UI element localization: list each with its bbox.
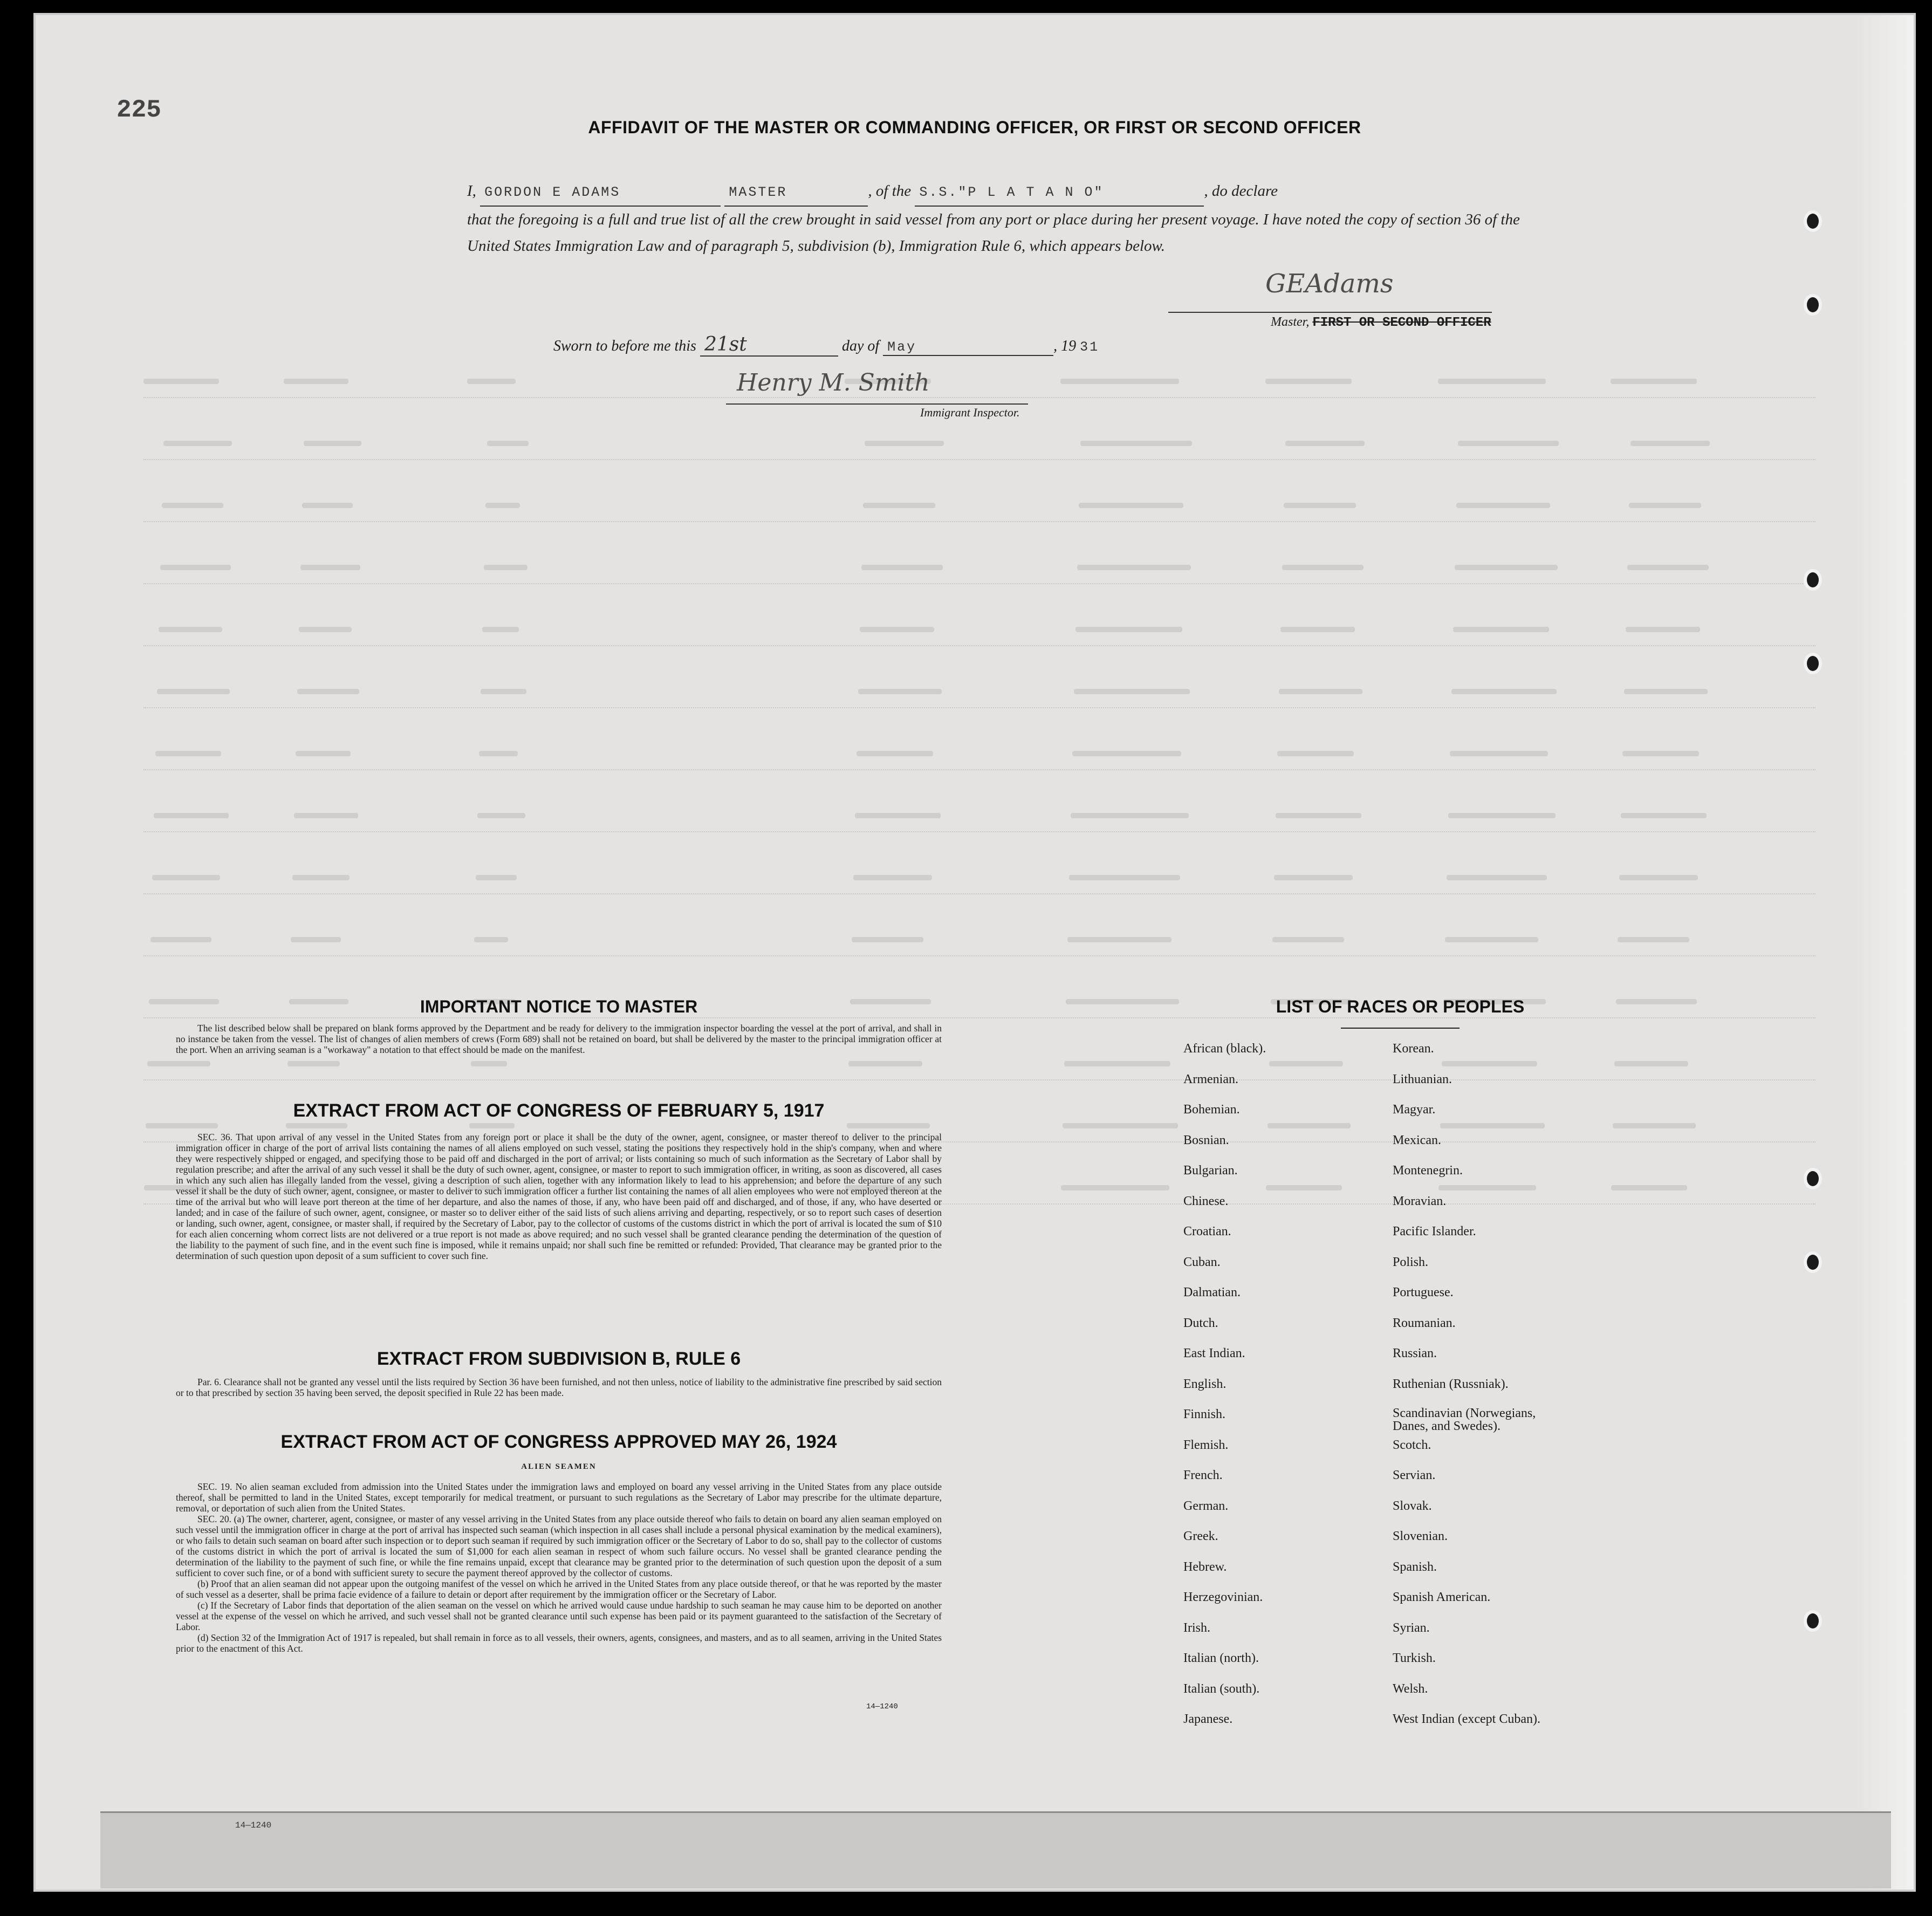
bleed-through-mark	[865, 441, 944, 446]
sworn-line	[553, 333, 1099, 357]
bleed-through-mark	[1630, 441, 1710, 446]
races-title: LIST OF RACES OR PEOPLES	[1276, 997, 1525, 1016]
bleed-through-mark	[157, 689, 230, 694]
bleed-through-mark	[863, 503, 935, 508]
extract-1917-text	[176, 1132, 942, 1261]
race-entry: Dalmatian.	[1183, 1285, 1241, 1299]
bleed-through-mark	[159, 627, 222, 632]
race-entry: Bulgarian.	[1183, 1164, 1238, 1178]
race-entry: Korean.	[1393, 1042, 1434, 1056]
race-entry: Moravian.	[1393, 1194, 1447, 1208]
race-entry: Herzegovinian.	[1183, 1590, 1263, 1604]
bleed-through-mark	[1627, 565, 1709, 570]
race-entry: Armenian.	[1183, 1072, 1238, 1086]
bleed-through-mark	[855, 813, 941, 818]
bleed-through-mark	[474, 937, 508, 942]
extract-1924-sec20b: (b) Proof that an alien seaman did not appear upon the outgoing manifest of the vessel on which he arrived in the United States from any place outside thereof, or that he was reported by the master of such vessel as a deserter, shall be prima facie evidence of a failure to detain or deport after requirement by the immigration officer or the Secretary of Labor.	[176, 1578, 942, 1600]
race-entry: Scandinavian (Norwegians, Danes, and Swedes).	[1393, 1406, 1536, 1433]
punch-hole	[1804, 569, 1822, 591]
bleed-through-mark	[1438, 379, 1546, 384]
race-entry: Japanese.	[1183, 1712, 1233, 1726]
declaration-do-declare: , do declare	[1204, 182, 1278, 200]
punch-hole	[1804, 210, 1822, 232]
sworn-year: 31	[1080, 339, 1100, 355]
bleed-through-mark	[284, 379, 348, 384]
bleed-through-mark	[479, 751, 518, 756]
bleed-through-mark	[1450, 751, 1548, 756]
race-entry: Flemish.	[1183, 1438, 1229, 1452]
bleed-through-mark	[1447, 875, 1547, 880]
bleed-through-mark	[476, 875, 517, 880]
bleed-through-mark	[152, 875, 220, 880]
bleed-through-mark	[469, 1123, 515, 1128]
bleed-through-row	[143, 862, 1815, 894]
bleed-through-row	[143, 800, 1815, 832]
bleed-through-mark	[150, 937, 211, 942]
bleed-through-mark	[1060, 379, 1179, 384]
bleed-through-mark	[1448, 813, 1556, 818]
bleed-through-mark	[1265, 379, 1352, 384]
inspector-signature-block	[726, 371, 1028, 420]
bleed-through-row	[143, 676, 1815, 708]
bleed-through-mark	[482, 627, 519, 632]
notice-title: IMPORTANT NOTICE TO MASTER	[420, 997, 698, 1016]
bleed-through-mark	[477, 813, 525, 818]
declaration	[467, 178, 1524, 259]
inspector-caption: Immigrant Inspector.	[920, 406, 1020, 419]
extract-1924-text	[176, 1481, 942, 1654]
bleed-through-mark	[1616, 999, 1697, 1004]
race-entry: Greek.	[1183, 1529, 1218, 1543]
race-entry: Finnish.	[1183, 1407, 1226, 1421]
bleed-through-mark	[1063, 1123, 1178, 1128]
master-signature: GEAdams	[1265, 269, 1394, 299]
sworn-year-prefix: , 19	[1053, 338, 1077, 354]
master-signature-block	[1168, 269, 1492, 330]
form-number: 14—1240	[866, 1702, 898, 1711]
bleed-through-mark	[286, 1123, 347, 1128]
extract-1924-sec20c: (c) If the Secretary of Labor finds that deportation of the alien seaman on the vessel on which he arrived would cause undue hardship to such seaman he may cause him to be deported on another vessel at the expense of the vessel on which he arrived, and such vessel shall not be granted clearance until such expense has been paid or its payment guaranteed to the satisfaction of the Secretary of Labor.	[176, 1600, 942, 1632]
bleed-through-mark	[471, 1061, 507, 1066]
bleed-through-mark	[1061, 1185, 1169, 1190]
race-entry: Syrian.	[1393, 1620, 1430, 1635]
bleed-through-mark	[1071, 813, 1189, 818]
bleed-through-mark	[300, 565, 360, 570]
inspector-signature: Henry M. Smith	[737, 369, 930, 396]
bleed-through-mark	[1280, 627, 1355, 632]
extract-1924-sec19: SEC. 19. No alien seaman excluded from admission into the United States under the immigration laws and employed on board any vessel arriving in the United States from any place outside thereof, shall be permitted to land in the United States, except temporarily for medical treatment, or pursuant to such regulations as the Secretary of Labor may prescribe for the ultimate departure, removal, or deportation of such alien from the United States.	[176, 1481, 942, 1514]
bleed-through-mark	[1282, 565, 1364, 570]
sworn-day: 21st	[700, 333, 838, 357]
race-entry: Bohemian.	[1183, 1103, 1240, 1117]
bleed-through-mark	[1285, 441, 1365, 446]
bleed-through-mark	[852, 937, 923, 942]
bleed-through-mark	[857, 751, 933, 756]
document-page	[33, 13, 1916, 1892]
bleed-through-mark	[858, 689, 942, 694]
bleed-through-mark	[1069, 875, 1180, 880]
race-entry: Roumanian.	[1393, 1316, 1456, 1330]
bleed-through-mark	[160, 565, 231, 570]
bleed-through-mark	[1453, 627, 1549, 632]
bleed-through-mark	[847, 1123, 930, 1128]
bleed-through-row	[143, 924, 1815, 956]
race-entry: Cuban.	[1183, 1255, 1221, 1269]
declaration-body: that the foregoing is a full and true list of all the crew brought in said vessel from any port or place during her present voyage. I have noted the copy of section 36 of the United States Immigration Law and of paragraph 5, subdivision (b), Immigration Rule 6, which appears below.	[467, 211, 1520, 255]
extract-rule6-paragraph: Par. 6. Clearance shall not be granted any vessel until the lists required by Section 36 have been furnished, and not then unless, notice of liability to the administrative fine prescribed by said section or to that prescribed by section 35 having been served, the deposit specified in Rule 22 has been made.	[176, 1377, 942, 1398]
bleed-through-mark	[1624, 689, 1708, 694]
extract-rule6-title: EXTRACT FROM SUBDIVISION B, RULE 6	[376, 1349, 741, 1369]
bleed-through-mark	[484, 565, 527, 570]
underlying-sheet-form-number: 14—1240	[235, 1821, 272, 1830]
notice-text	[176, 1023, 942, 1055]
sworn-prefix: Sworn to before me this	[553, 338, 696, 354]
bleed-through-mark	[1072, 751, 1181, 756]
bleed-through-mark	[1458, 441, 1559, 446]
race-entry: Polish.	[1393, 1255, 1429, 1269]
bleed-through-mark	[1064, 1061, 1170, 1066]
bleed-through-mark	[1619, 875, 1698, 880]
bleed-through-mark	[1445, 937, 1538, 942]
race-entry: Portuguese.	[1393, 1285, 1454, 1299]
race-entry: Italian (south).	[1183, 1681, 1260, 1696]
race-entry: German.	[1183, 1498, 1229, 1513]
punch-hole	[1804, 1251, 1822, 1273]
bleed-through-mark	[487, 441, 529, 446]
race-entry: Turkish.	[1393, 1651, 1436, 1665]
master-caption-struck: FIRST OR SECOND OFFICER	[1312, 316, 1491, 330]
bleed-through-mark	[848, 1061, 922, 1066]
notice-paragraph: The list described below shall be prepared on blank forms approved by the Department and be ready for delivery to the immigration inspector boarding the vessel at the port of arrival, and shall in no instance be taken from the vessel. The list of changes of alien members of crews (Form 689) shall not be retained on board, but shall be delivered by the master to the principal immigration officer at the port. When an arriving seaman is a "workaway" a notation to that effect should be made on the manifest.	[176, 1023, 942, 1055]
race-entry: Croatian.	[1183, 1224, 1231, 1238]
vessel-name: S.S."P L A T A N O"	[915, 179, 1204, 207]
bleed-through-mark	[1284, 503, 1356, 508]
race-entry: Slovak.	[1393, 1498, 1432, 1513]
bleed-through-mark	[299, 627, 352, 632]
extract-1924-title: EXTRACT FROM ACT OF CONGRESS APPROVED MAY 26, 1924	[280, 1432, 837, 1452]
bleed-through-mark	[467, 379, 516, 384]
bleed-through-mark	[294, 813, 358, 818]
extract-1924-subtitle: ALIEN SEAMEN	[521, 1462, 597, 1471]
bleed-through-mark	[481, 689, 526, 694]
bleed-through-mark	[1274, 875, 1353, 880]
bleed-through-mark	[1629, 503, 1701, 508]
bleed-through-mark	[853, 875, 932, 880]
bleed-through-row	[143, 428, 1815, 460]
race-entry: Hebrew.	[1183, 1559, 1227, 1574]
race-entry: French.	[1183, 1468, 1223, 1482]
race-entry: Servian.	[1393, 1468, 1436, 1482]
race-entry: Chinese.	[1183, 1194, 1229, 1208]
bleed-through-mark	[163, 441, 232, 446]
race-entry: Welsh.	[1393, 1681, 1428, 1696]
bleed-through-header	[359, 85, 1708, 110]
bleed-through-mark	[860, 627, 934, 632]
bleed-through-mark	[287, 1061, 340, 1066]
race-entry: Mexican.	[1393, 1133, 1441, 1147]
bleed-through-mark	[485, 503, 520, 508]
bleed-through-mark	[302, 503, 353, 508]
bleed-through-mark	[1621, 813, 1707, 818]
bleed-through-mark	[1618, 937, 1689, 942]
race-entry: English.	[1183, 1377, 1227, 1391]
bleed-through-mark	[1622, 751, 1699, 756]
race-entry: Montenegrin.	[1393, 1164, 1463, 1178]
race-entry: Spanish.	[1393, 1559, 1437, 1574]
bleed-through-mark	[291, 937, 341, 942]
race-entry: West Indian (except Cuban).	[1393, 1712, 1540, 1726]
race-entry: Pacific Islander.	[1393, 1224, 1476, 1238]
bleed-through-mark	[304, 441, 361, 446]
bleed-through-mark	[1451, 689, 1557, 694]
race-entry: Ruthenian (Russniak).	[1393, 1377, 1509, 1391]
race-entry: Lithuanian.	[1393, 1072, 1452, 1086]
bleed-through-row	[143, 738, 1815, 770]
punch-hole	[1804, 1168, 1822, 1189]
bleed-through-mark	[1079, 503, 1183, 508]
punch-hole	[1804, 653, 1822, 674]
extract-rule6-text	[176, 1377, 942, 1398]
page-edge-shade	[1854, 15, 1914, 1890]
bleed-through-mark	[147, 1061, 210, 1066]
bleed-through-mark	[1279, 689, 1362, 694]
race-entry: Italian (north).	[1183, 1651, 1259, 1665]
underlying-sheet	[100, 1811, 1891, 1888]
race-entry: Scotch.	[1393, 1438, 1431, 1452]
bleed-through-mark	[297, 689, 359, 694]
races-column-1	[1183, 1041, 1399, 1742]
races-column-2	[1393, 1041, 1673, 1742]
race-entry: Spanish American.	[1393, 1590, 1491, 1604]
bleed-through-mark	[1077, 565, 1191, 570]
extract-1917-paragraph: SEC. 36. That upon arrival of any vessel in the United States from any foreign port or place it shall be the duty of the owner, agent, consignee, or master thereof to deliver to the principal immigration officer in charge of the port of arrival lists containing the names of all aliens employed on such vessel, stating the positions they respectively hold in the ship's company, when and where they were respectively shipped or engaged, and specifying those to be paid off and discharged in the port of arrival; or lists containing so much of such information as the Secretary of Labor shall by regulation prescribe; and after the arrival of any such vessel it shall be the duty of such owner, agent, consignee, or master to report to such immigration officer, in writing, as soon as discovered, all cases in which any such alien has illegally landed from the vessel, giving a description of such alien, together with any information likely to lead to his apprehension; and before the departure of any such vessel it shall be the duty of such owner, agent, consignee, or master to deliver to such immigration officer a further list containing the names of all alien employees who were not employed thereon at the time of the arrival but who will leave port thereon at the time of her departure, and also the names of those, if any, who have been paid off and discharged, and of those, if any, who have deserted or landed; and in case of the failure of such owner, agent, consignee, or master so to deliver either of the said lists of such aliens arriving and departing, respectively, or so to report such cases of desertion or landing, such owner, agent, consignee, or master shall, if required by the Secretary of Labor, pay to the collector of customs of the customs district in which the port of arrival is located the sum of $10 for each alien concerning whom correct lists are not delivered or a true report is not made as above required; and no such vessel shall be granted clearance pending the determination of the question of the liability to the payment of such fine, and in the event such fine is imposed, while it remains unpaid; nor shall such fine be remitted or refunded: Provided, That clearance may be granted prior to the determination of such question upon deposit of a sum sufficient to cover such fine.	[176, 1132, 942, 1261]
races-title-rule	[1341, 1028, 1460, 1029]
bleed-through-mark	[162, 503, 223, 508]
bleed-through-mark	[1080, 441, 1192, 446]
extract-1924-sec20a: SEC. 20. (a) The owner, charterer, agent, consignee, or master of any vessel arriving in the United States from any place outside thereof who fails to detain on board any alien seaman employed on such vessel until the immigration officer in charge at the port of arrival has inspected such seaman (which inspection in all cases shall include a personal physical examination by the medical examiners), or who fails to detain such seaman on board after such inspection or to deport such seaman if required by such immigration officer or the Secretary of Labor to do so, shall pay to the collector of customs of the customs district in which the port of arrival is located the sum of $1,000 for each alien seaman in respect of whom such failure occurs. No vessel shall be granted clearance pending the determination of the liability to the payment of such fine, or while the fine remains unpaid, except that clearance may be granted prior to the determination of such question upon the deposit of a sum sufficient to cover such fine, or of a bond with sufficient surety to secure the payment thereof approved by the collector of customs.	[176, 1514, 942, 1578]
bleed-through-row	[143, 614, 1815, 646]
bleed-through-mark	[1272, 937, 1344, 942]
bleed-through-mark	[1276, 813, 1361, 818]
bleed-through-mark	[1456, 503, 1550, 508]
bleed-through-mark	[1277, 751, 1354, 756]
punch-hole	[1804, 1610, 1822, 1632]
declaration-of-the: , of the	[868, 182, 912, 200]
declaration-i: I,	[467, 182, 476, 200]
master-caption-label: Master,	[1271, 315, 1310, 329]
race-entry: African (black).	[1183, 1042, 1266, 1056]
bleed-through-mark	[1074, 689, 1190, 694]
bleed-through-mark	[146, 1123, 218, 1128]
bleed-through-mark	[154, 813, 229, 818]
bleed-through-row	[143, 490, 1815, 522]
race-entry: East Indian.	[1183, 1346, 1245, 1360]
race-entry: Slovenian.	[1393, 1529, 1448, 1543]
bleed-through-mark	[296, 751, 351, 756]
declaration-line-1	[467, 178, 1524, 207]
affidavit-title: AFFIDAVIT OF THE MASTER OR COMMANDING OFFICER, OR FIRST OR SECOND OFFICER	[588, 118, 1361, 137]
extract-1917-title: EXTRACT FROM ACT OF CONGRESS OF FEBRUARY 5, 1917	[293, 1100, 825, 1121]
sworn-month: May	[883, 339, 1053, 356]
bleed-through-mark	[1066, 999, 1179, 1004]
master-name: GORDON E ADAMS	[480, 179, 721, 207]
race-entry: Russian.	[1393, 1346, 1437, 1360]
race-entry: Irish.	[1183, 1620, 1210, 1635]
bleed-through-mark	[1075, 627, 1182, 632]
bleed-through-mark	[143, 379, 219, 384]
bleed-through-mark	[155, 751, 221, 756]
master-rank: MASTER	[724, 179, 868, 207]
bleed-through-mark	[1455, 565, 1558, 570]
race-entry: Dutch.	[1183, 1316, 1218, 1330]
bleed-through-mark	[861, 565, 943, 570]
page-number: 225	[117, 96, 161, 124]
extract-1924-sec20d: (d) Section 32 of the Immigration Act of 1917 is repealed, but shall remain in force as to all vessels, their owners, agents, consignees, and masters, and as to all seamen, arriving in the United States prior to the enactment of this Act.	[176, 1632, 942, 1654]
race-entry: Bosnian.	[1183, 1133, 1229, 1147]
bleed-through-row	[143, 552, 1815, 584]
race-entry: Magyar.	[1393, 1103, 1436, 1117]
bleed-through-mark	[292, 875, 350, 880]
bleed-through-mark	[1611, 379, 1697, 384]
sworn-mid: day of	[841, 338, 880, 354]
punch-hole	[1804, 294, 1822, 316]
bleed-through-mark	[1626, 627, 1700, 632]
master-caption	[1271, 315, 1492, 330]
bleed-through-mark	[1067, 937, 1171, 942]
